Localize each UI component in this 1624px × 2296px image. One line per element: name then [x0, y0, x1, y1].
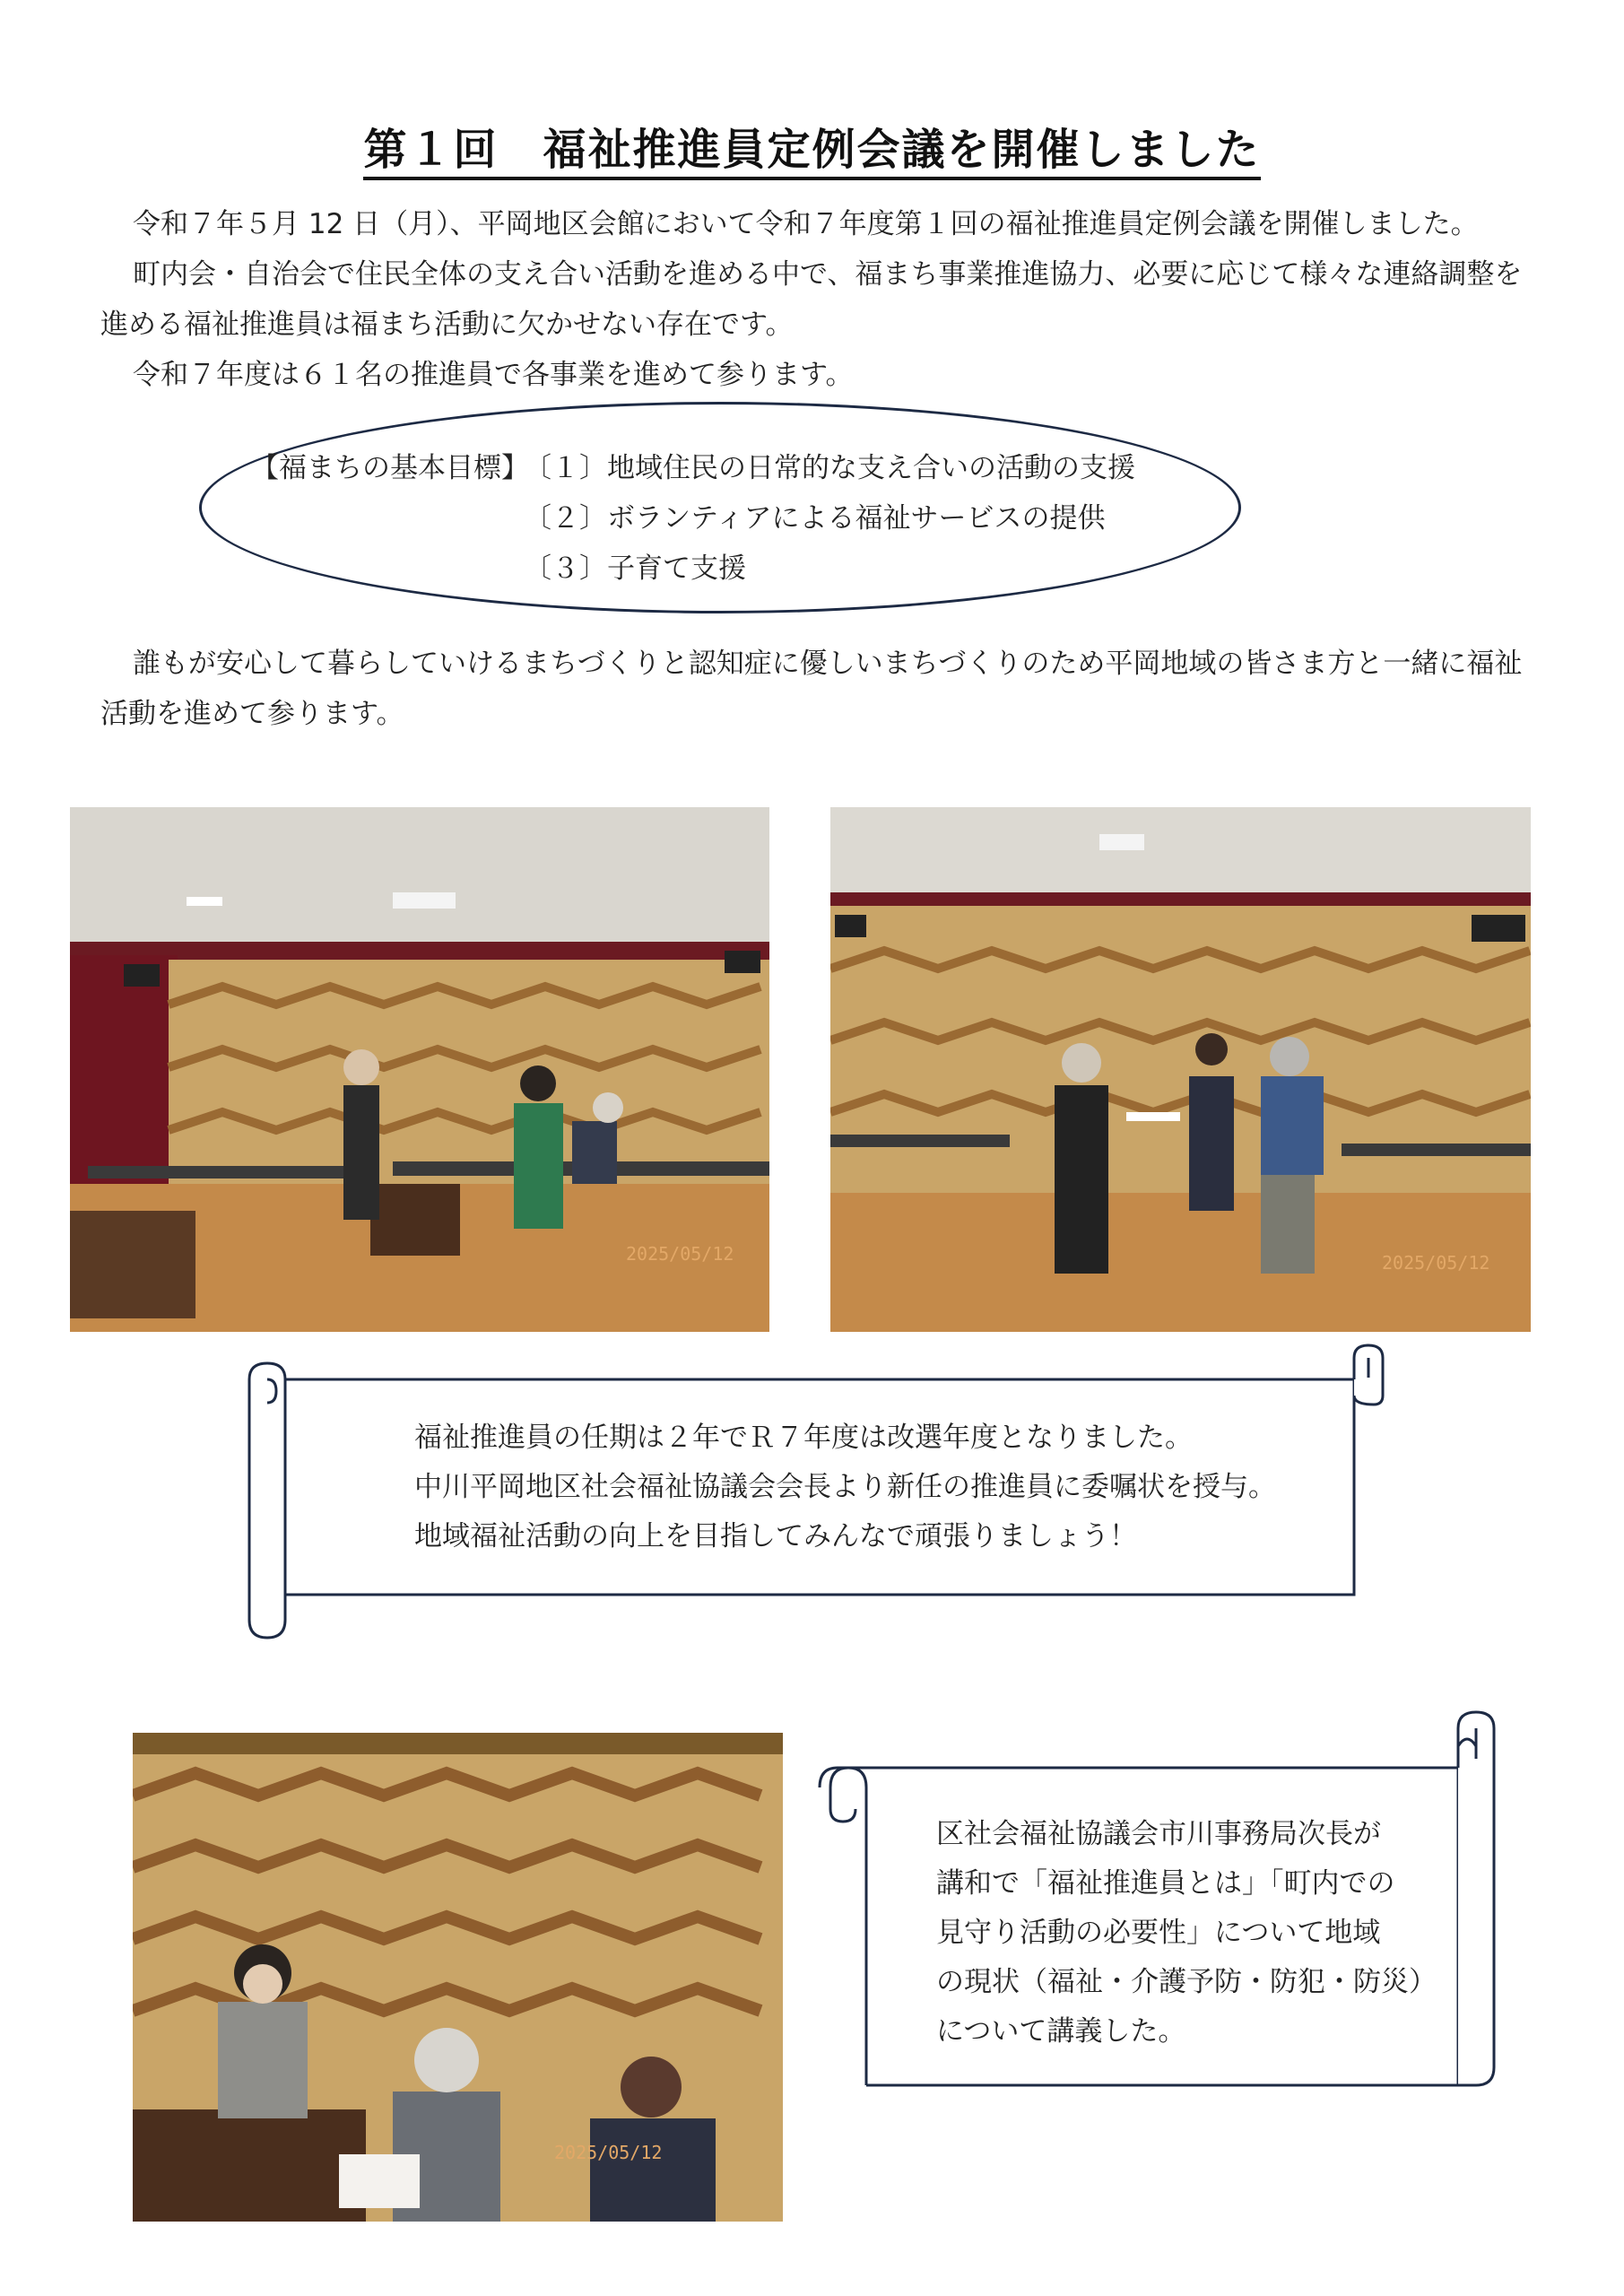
scroll1-line: 中川平岡地区社会福祉協議会会長より新任の推進員に委嘱状を授与。: [414, 1471, 1276, 1503]
closing-text: [100, 639, 1535, 739]
photo-ceremony-1: [70, 807, 769, 1332]
goal-item: 〔３〕子育て支援: [524, 552, 746, 585]
goal-item: 〔１〕地域住民の日常的な支え合いの活動の支援: [524, 452, 1135, 484]
intro-paragraph: 令和７年５月 12 日（月）、平岡地区会館において令和７年度第１回の福祉推進員定例会議を開催しました。: [133, 208, 1479, 240]
photo-stamp: 2025/05/12: [626, 1243, 734, 1265]
scroll1-line: 地域福祉活動の向上を目指してみんなで頑張りましょう！: [414, 1520, 1137, 1552]
intro-paragraph: 町内会・自治会で住民全体の支え合い活動を進める中で、福まち事業推進協力、必要に応じて様々な連絡調整を進める福祉推進員は福まち活動に欠かせない存在です。: [100, 258, 1523, 341]
photo-ceremony-2: [830, 807, 1531, 1332]
scroll1-line: 福祉推進員の任期は２年でＲ７年度は改選年度となりました。: [414, 1422, 1193, 1454]
scroll2-line: 区社会福祉協議会市川事務局次長が: [936, 1818, 1381, 1850]
page-title: [0, 115, 1624, 177]
photo-stamp: 2025/05/12: [1382, 1252, 1490, 1274]
scroll2-line: について講義した。: [936, 2015, 1186, 2048]
photo-lecture: [133, 1733, 783, 2222]
scroll2-line: 見守り活動の必要性」について地域: [936, 1917, 1381, 1949]
intro-text: [100, 199, 1535, 400]
closing-paragraph: 誰もが安心して暮らしていけるまちづくりと認知症に優しいまちづくりのため平岡地域の皆さま方と一緒に福祉活動を進めて参ります。: [100, 648, 1523, 730]
scroll2-line: 講和で「福祉推進員とは」「町内での: [936, 1867, 1395, 1900]
photo-stamp: 2025/05/12: [554, 2142, 663, 2163]
page-title-text: 第１回 福祉推進員定例会議を開催しました: [363, 125, 1260, 180]
intro-paragraph: 令和７年度は６１名の推進員で各事業を進めて参ります。: [133, 359, 854, 391]
scroll2-line: の現状（福祉・介護予防・防犯・防災）: [936, 1966, 1437, 1998]
goal-item: 〔２〕ボランティアによる福祉サービスの提供: [524, 502, 1106, 535]
goals-heading: 【福まちの基本目標】: [251, 452, 529, 484]
